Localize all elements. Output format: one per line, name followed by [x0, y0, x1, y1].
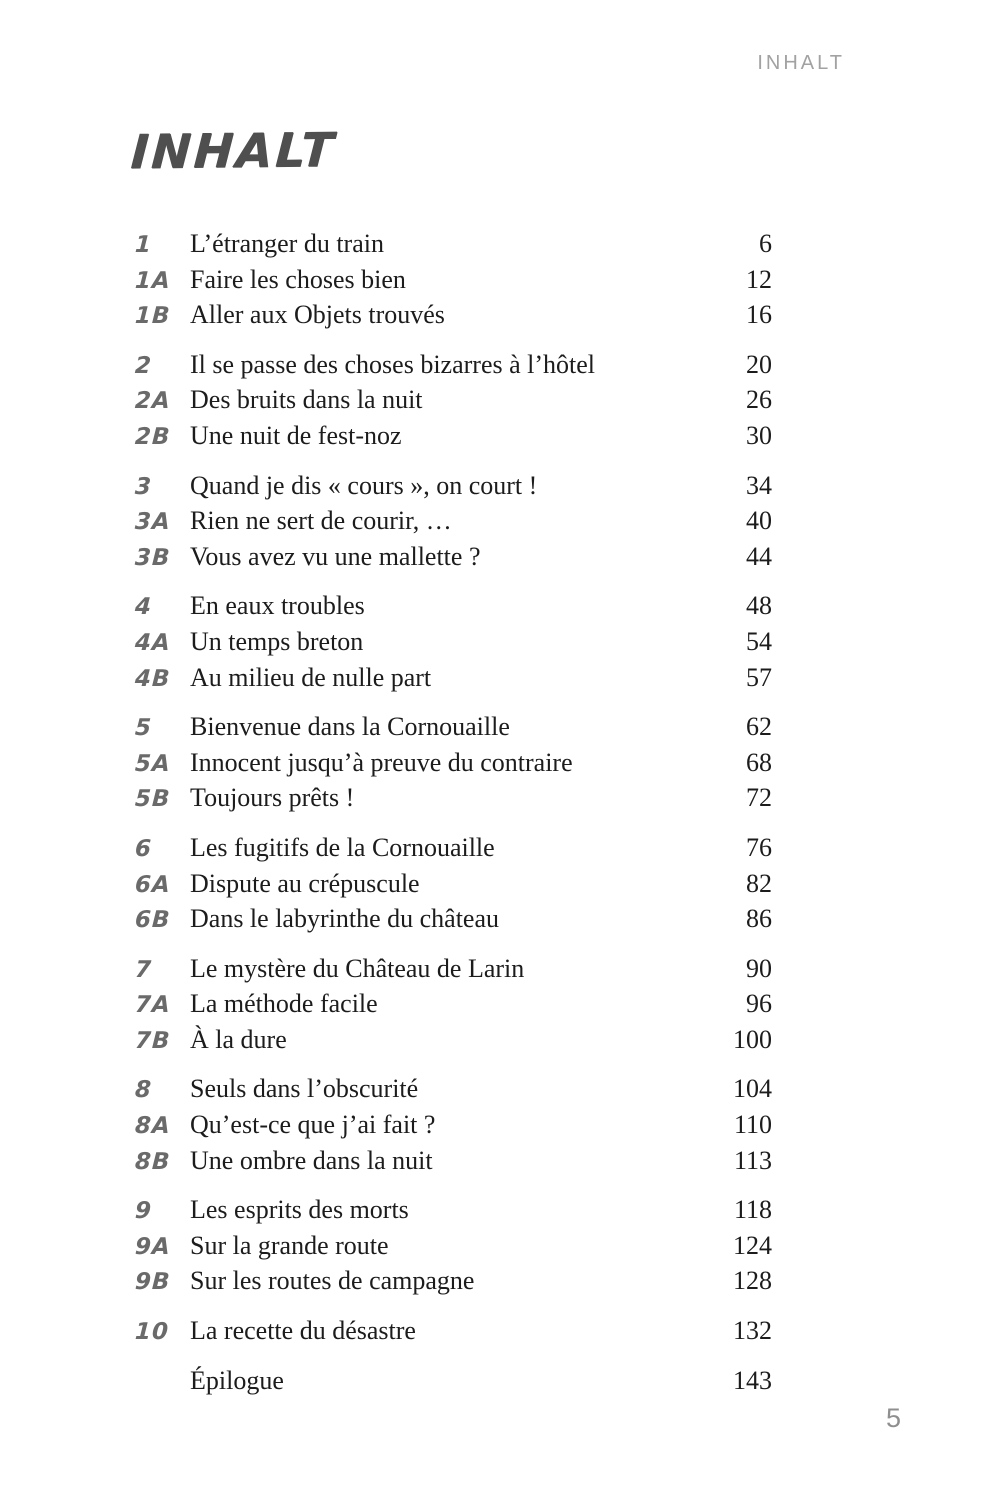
chapter-page-number: 128: [733, 1266, 772, 1296]
chapter-page-number: 68: [746, 747, 772, 777]
chapter-page-number: 72: [746, 783, 772, 813]
toc-entry: [135, 383, 772, 419]
running-header: INHALT: [757, 52, 845, 74]
chapter-title: Quand je dis « cours », on court !: [190, 470, 538, 500]
chapter-number: 4: [134, 594, 153, 621]
chapter-number: 2A: [134, 388, 172, 415]
footer-page-number: 5: [885, 1403, 901, 1433]
chapter-title: Une nuit de fest-noz: [190, 420, 402, 450]
chapter-title: Vous avez vu une mallette ?: [190, 541, 481, 571]
chapter-number: 5: [134, 715, 153, 742]
toc-group: [135, 348, 772, 455]
chapter-number: 4B: [134, 665, 172, 692]
toc-entry: [135, 710, 772, 746]
chapter-page-number: 82: [746, 868, 772, 898]
chapter-title: Aller aux Objets trouvés: [190, 300, 445, 330]
toc-group: [135, 589, 772, 696]
chapter-number: 7: [134, 956, 153, 983]
chapter-number: 3B: [134, 544, 172, 571]
toc-entry: [135, 348, 772, 384]
chapter-title: Les fugitifs de la Cornouaille: [190, 832, 495, 862]
toc-entry: [135, 987, 772, 1023]
chapter-page-number: 48: [746, 591, 772, 621]
toc-entry: [135, 1314, 772, 1350]
chapter-number: 2B: [134, 423, 172, 450]
chapter-title: Un temps breton: [190, 626, 364, 656]
chapter-number: 5A: [134, 750, 172, 777]
chapter-page-number: 104: [733, 1074, 772, 1104]
toc-entry: [135, 781, 772, 817]
toc-entry: [135, 1193, 772, 1229]
toc-entry: [135, 504, 772, 540]
toc-group: [135, 1072, 772, 1179]
chapter-title: Épilogue: [190, 1365, 284, 1395]
chapter-title: Faire les choses bien: [190, 264, 406, 294]
toc-entry: [135, 263, 772, 299]
chapter-title: Le mystère du Château de Larin: [190, 953, 525, 983]
toc-entry: [135, 1108, 772, 1144]
toc-entry: [135, 540, 772, 576]
chapter-page-number: 110: [733, 1110, 772, 1140]
toc-group: [135, 1193, 772, 1300]
chapter-page-number: 44: [746, 541, 772, 571]
toc-group: [135, 469, 772, 576]
chapter-number: 8B: [134, 1148, 172, 1175]
chapter-number: 3: [134, 473, 153, 500]
toc-group: [135, 227, 772, 334]
chapter-number: 6: [134, 835, 153, 862]
chapter-title: Les esprits des morts: [190, 1195, 409, 1225]
chapter-page-number: 16: [746, 300, 772, 330]
toc-entry: [135, 746, 772, 782]
chapter-number: 9B: [134, 1269, 172, 1296]
chapter-page-number: 118: [733, 1195, 772, 1225]
toc-entry: [135, 589, 772, 625]
chapter-number: 1A: [134, 267, 172, 294]
chapter-title: Dans le labyrinthe du château: [190, 904, 499, 934]
chapter-title: La méthode facile: [190, 989, 378, 1019]
chapter-title: Une ombre dans la nuit: [190, 1145, 433, 1175]
chapter-number: 6A: [134, 871, 172, 898]
toc-entry: [135, 831, 772, 867]
chapter-page-number: 57: [746, 662, 772, 692]
chapter-page-number: 132: [733, 1316, 772, 1346]
toc-group: [135, 952, 772, 1059]
chapter-page-number: 90: [746, 953, 772, 983]
chapter-page-number: 76: [746, 832, 772, 862]
chapter-title: L’étranger du train: [190, 229, 384, 258]
toc-entry: [135, 661, 772, 697]
chapter-page-number: 96: [746, 989, 772, 1019]
toc-entry: [135, 1023, 772, 1059]
toc-entry: [135, 867, 772, 903]
toc-entry: [135, 1229, 772, 1265]
chapter-number: 8A: [134, 1113, 172, 1140]
chapter-page-number: 40: [746, 506, 772, 536]
toc-entry: [135, 1364, 772, 1398]
chapter-page-number: 20: [746, 349, 772, 379]
chapter-page-number: 12: [746, 264, 772, 294]
chapter-page-number: 113: [733, 1145, 772, 1175]
toc-entry: [135, 469, 772, 505]
chapter-number: 4A: [134, 629, 172, 656]
chapter-page-number: 100: [733, 1024, 772, 1054]
chapter-title: Sur la grande route: [190, 1230, 389, 1260]
chapter-title: Des bruits dans la nuit: [190, 385, 423, 415]
toc-entry: [135, 625, 772, 661]
toc-group: [135, 710, 772, 817]
chapter-page-number: 6: [759, 229, 772, 258]
chapter-page-number: 62: [746, 712, 772, 742]
chapter-number: 1B: [134, 303, 172, 330]
chapter-number: 7B: [134, 1027, 172, 1054]
chapter-number: 6B: [134, 907, 172, 934]
toc-group: [135, 1364, 772, 1398]
chapter-page-number: 34: [746, 470, 772, 500]
chapter-title: Dispute au crépuscule: [190, 868, 420, 898]
chapter-number: 7A: [134, 992, 172, 1019]
chapter-page-number: 30: [746, 420, 772, 450]
chapter-title: Toujours prêts !: [190, 783, 355, 813]
chapter-number: 8: [134, 1077, 153, 1104]
toc-entry: [135, 1144, 772, 1180]
chapter-title: En eaux troubles: [190, 591, 365, 621]
chapter-number: 9: [134, 1198, 153, 1225]
chapter-page-number: 54: [746, 626, 772, 656]
toc-entry: [135, 902, 772, 938]
toc-entry: [135, 1072, 772, 1108]
chapter-number: 10: [134, 1319, 170, 1346]
table-of-contents: [135, 227, 772, 1411]
chapter-title: Rien ne sert de courir, …: [190, 506, 452, 536]
chapter-number: 9A: [134, 1233, 172, 1260]
chapter-title: Qu’est-ce que j’ai fait ?: [190, 1110, 436, 1140]
toc-entry: [135, 419, 772, 455]
toc-entry: [135, 298, 772, 334]
chapter-title: Seuls dans l’obscurité: [190, 1074, 419, 1104]
chapter-page-number: 26: [746, 385, 772, 415]
toc-group: [135, 831, 772, 938]
chapter-title: Sur les routes de campagne: [190, 1266, 475, 1296]
chapter-number: 3A: [134, 509, 172, 536]
chapter-title: À la dure: [190, 1024, 287, 1054]
chapter-number: 1: [134, 232, 153, 258]
chapter-page-number: 86: [746, 904, 772, 934]
toc-group: [135, 1314, 772, 1350]
chapter-page-number: 143: [733, 1365, 772, 1395]
chapter-page-number: 124: [733, 1230, 772, 1260]
chapter-title: Au milieu de nulle part: [190, 662, 432, 692]
toc-entry: [135, 227, 772, 263]
chapter-title: La recette du désastre: [190, 1316, 416, 1346]
page-title: INHALT: [129, 122, 338, 181]
chapter-title: Il se passe des choses bizarres à l’hôtel: [190, 349, 596, 379]
chapter-number: 2: [134, 352, 153, 379]
chapter-title: Innocent jusqu’à preuve du contraire: [190, 747, 573, 777]
chapter-number: 5B: [134, 786, 172, 813]
chapter-title: Bienvenue dans la Cornouaille: [190, 712, 510, 742]
toc-entry: [135, 1264, 772, 1300]
toc-entry: [135, 952, 772, 988]
